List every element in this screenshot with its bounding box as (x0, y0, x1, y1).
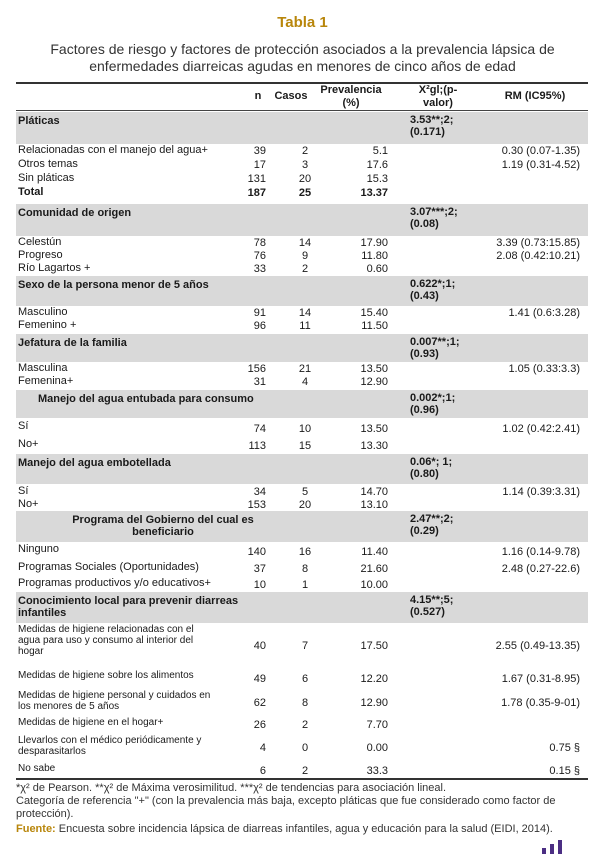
row-n: 74 (253, 422, 266, 435)
section-label: Pláticas (18, 115, 60, 127)
section-chi-square: 3.53**;2;(0.171) (410, 114, 454, 138)
row-casos: 8 (301, 562, 309, 575)
row-n: 40 (253, 640, 266, 652)
row-prevalencia: 11.80 (361, 249, 388, 262)
row-casos: 7 (301, 640, 309, 652)
section-chi-square: 0.622*;1;(0.43) (410, 278, 456, 302)
section-label: Comunidad de origen (18, 207, 132, 219)
row-casos: 25 (298, 187, 312, 199)
section-label: Sexo de la persona menor de 5 años (18, 279, 209, 291)
row-n: 33 (253, 262, 266, 275)
row-prevalencia: 10.00 (360, 578, 388, 591)
section-label: Manejo del agua embotellada (18, 457, 171, 469)
row-casos: 20 (298, 173, 312, 185)
row-label: Progreso (18, 249, 63, 261)
row-prevalencia: 7.70 (366, 719, 388, 731)
section-label: Programa del Gobierno del cual es beneficiario (72, 514, 254, 538)
row-rm: 0.75 § (549, 742, 580, 754)
row-label: Relacionadas con el manejo del agua+ (18, 144, 208, 156)
row-label: Programas productivos y/o educativos+ (18, 577, 211, 589)
row-rm: 2.48 (0.27-22.6) (501, 562, 580, 575)
row-rm: 3.39 (0.73:15.85) (496, 236, 580, 249)
row-n: 10 (253, 578, 266, 591)
row-casos: 21 (298, 362, 312, 375)
table-subtitle: Factores de riesgo y factores de protección asociados a la prevalencia lápsica de enfermedades diarreicas agudas en menores de cinco años de edad (50, 41, 555, 74)
row-casos: 3 (301, 159, 309, 171)
row-prevalencia: 11.50 (361, 319, 388, 332)
footnote-source (16, 823, 588, 836)
row-casos: 14 (298, 306, 312, 319)
row-rm: 1.41 (0.6:3.28) (508, 306, 580, 319)
row-rm: 1.14 (0.39:3.31) (502, 485, 580, 498)
row-label: Total (18, 186, 44, 198)
row-n: 140 (247, 545, 266, 558)
row-label: No+ (18, 438, 39, 450)
row-casos: 1 (301, 578, 309, 591)
header-rm: RM (IC95%) (504, 90, 566, 102)
section-chi-square: 3.07***;2;(0.08) (410, 206, 458, 230)
row-casos: 2 (301, 764, 309, 777)
row-casos: 11 (299, 319, 311, 332)
row-rm: 0.30 (0.07-1.35) (501, 145, 580, 157)
row-label: Femenina+ (18, 375, 74, 387)
row-n: 91 (253, 306, 266, 319)
row-prevalencia: 5.1 (372, 145, 388, 157)
row-label: Río Lagartos + (18, 262, 91, 274)
row-casos: 10 (298, 422, 312, 435)
section-chi-square: 2.47**;2;(0.29) (410, 513, 454, 537)
row-rm: 1.05 (0.33:3.3) (508, 362, 580, 375)
row-prevalencia: 12.90 (360, 375, 388, 388)
footnote-reference: Categoría de referencia "+" (con la prevalencia más baja, excepto pláticas que fue considerado como factor de protección). (16, 795, 556, 820)
row-label: Otros temas (18, 158, 78, 170)
source-label: Fuente: (16, 823, 56, 835)
row-label: Ninguno (18, 543, 59, 555)
row-n: 62 (253, 697, 266, 709)
row-label: Medidas de higiene personal y cuidados en los menores de 5 años (18, 690, 211, 712)
row-label: Medidas de higiene sobre los alimentos (18, 670, 194, 681)
row-n: 26 (253, 719, 266, 731)
row-prevalencia: 14.70 (360, 485, 388, 498)
row-prevalencia: 15.3 (366, 173, 388, 185)
row-rm: 2.55 (0.49-13.35) (495, 640, 580, 652)
row-n: 153 (247, 498, 266, 511)
row-casos: 6 (301, 673, 309, 685)
row-rm: 1.02 (0.42:2.41) (502, 422, 580, 435)
row-prevalencia: 21.60 (360, 562, 388, 575)
header-casos: Casos (274, 90, 308, 102)
row-prevalencia: 13.30 (360, 439, 388, 452)
row-label: Femenino + (18, 319, 77, 331)
row-prevalencia: 13.37 (360, 187, 388, 199)
row-casos: 20 (298, 498, 312, 511)
row-prevalencia: 11.40 (361, 545, 388, 558)
row-label: Masculino (18, 306, 68, 318)
row-rm: 0.15 § (549, 764, 580, 777)
row-label: Llevarlos con el médico periódicamente y desparasitarlos (18, 735, 202, 757)
row-casos: 14 (298, 236, 312, 249)
row-label: Sí (18, 485, 29, 497)
row-n: 156 (247, 362, 266, 375)
row-casos: 8 (301, 697, 309, 709)
row-n: 31 (253, 375, 266, 388)
row-n: 187 (247, 187, 266, 199)
row-n: 37 (253, 562, 266, 575)
row-prevalencia: 12.90 (360, 697, 388, 709)
row-prevalencia: 17.6 (366, 159, 388, 171)
header-n: n (254, 90, 262, 102)
row-label: Masculina (18, 362, 68, 374)
row-casos: 0 (301, 742, 309, 754)
row-prevalencia: 33.3 (366, 764, 388, 777)
section-label: Manejo del agua entubada para consumo (38, 393, 254, 405)
section-chi-square: 4.15**;5;(0.527) (410, 594, 454, 618)
row-label: No+ (18, 498, 39, 510)
row-label: Medidas de higiene relacionadas con el agua para uso y consumo al interior del hogar (18, 624, 194, 657)
row-prevalencia: 13.10 (360, 498, 388, 511)
row-casos: 2 (301, 262, 309, 275)
section-chi-square: 0.002*;1;(0.96) (410, 392, 456, 416)
row-casos: 9 (301, 249, 309, 262)
row-n: 6 (259, 764, 266, 777)
row-rm: 1.16 (0.14-9.78) (501, 545, 580, 558)
row-label: Programas Sociales (Oportunidades) (18, 561, 199, 573)
row-label: Celestún (18, 236, 62, 248)
row-casos: 16 (298, 545, 312, 558)
row-label: Sin pláticas (18, 172, 75, 184)
header-chi: X²gl;(p-valor) (418, 84, 458, 109)
row-prevalencia: 17.50 (360, 640, 388, 652)
row-casos: 4 (301, 375, 309, 388)
row-prevalencia: 13.50 (360, 362, 388, 375)
row-label: Sí (18, 420, 29, 432)
row-label: Medidas de higiene en el hogar+ (18, 717, 164, 728)
row-prevalencia: 13.50 (360, 422, 388, 435)
row-prevalencia: 0.00 (366, 742, 388, 754)
section-label: Conocimiento local para prevenir diarreas infantiles (18, 595, 239, 619)
row-n: 113 (248, 439, 266, 452)
source-text: Encuesta sobre incidencia lápsica de diarreas infantiles, agua y educación para la salud (EIDI, 2014). (58, 823, 553, 835)
section-label: Jefatura de la familia (18, 337, 127, 349)
row-n: 39 (253, 145, 266, 157)
bottom-rule (16, 778, 588, 780)
row-rm: 1.67 (0.31-8.95) (501, 673, 580, 685)
row-prevalencia: 17.90 (360, 236, 388, 249)
row-n: 34 (253, 485, 266, 498)
footnote-stats: *χ² de Pearson. **χ² de Máxima verosimilitud. ***χ² de tendencias para asociación lineal. (16, 782, 447, 794)
table-title: Tabla 1 (277, 14, 328, 31)
row-n: 78 (253, 236, 266, 249)
row-casos: 5 (301, 485, 309, 498)
header-rule (16, 110, 588, 111)
row-casos: 15 (298, 439, 312, 452)
row-prevalencia: 12.20 (360, 673, 388, 685)
row-n: 131 (247, 173, 266, 185)
row-casos: 2 (301, 719, 309, 731)
row-rm: 2.08 (0.42:10.21) (496, 249, 580, 262)
row-n: 49 (253, 673, 266, 685)
row-n: 76 (253, 249, 266, 262)
row-prevalencia: 0.60 (366, 262, 388, 275)
section-chi-square: 0.06*; 1;(0.80) (410, 456, 453, 480)
row-rm: 1.78 (0.35-9-01) (501, 697, 580, 709)
header-prevalencia: Prevalencia (%) (320, 84, 382, 109)
row-n: 96 (253, 319, 266, 332)
section-chi-square: 0.007**;1;(0.93) (410, 336, 460, 360)
top-rule (16, 82, 588, 84)
row-prevalencia: 15.40 (360, 306, 388, 319)
publisher-logo-icon (540, 840, 570, 854)
row-rm: 1.19 (0.31-4.52) (501, 159, 580, 171)
row-label: No sabe (18, 763, 56, 774)
row-n: 4 (259, 742, 266, 754)
row-casos: 2 (301, 145, 309, 157)
row-n: 17 (253, 159, 266, 171)
